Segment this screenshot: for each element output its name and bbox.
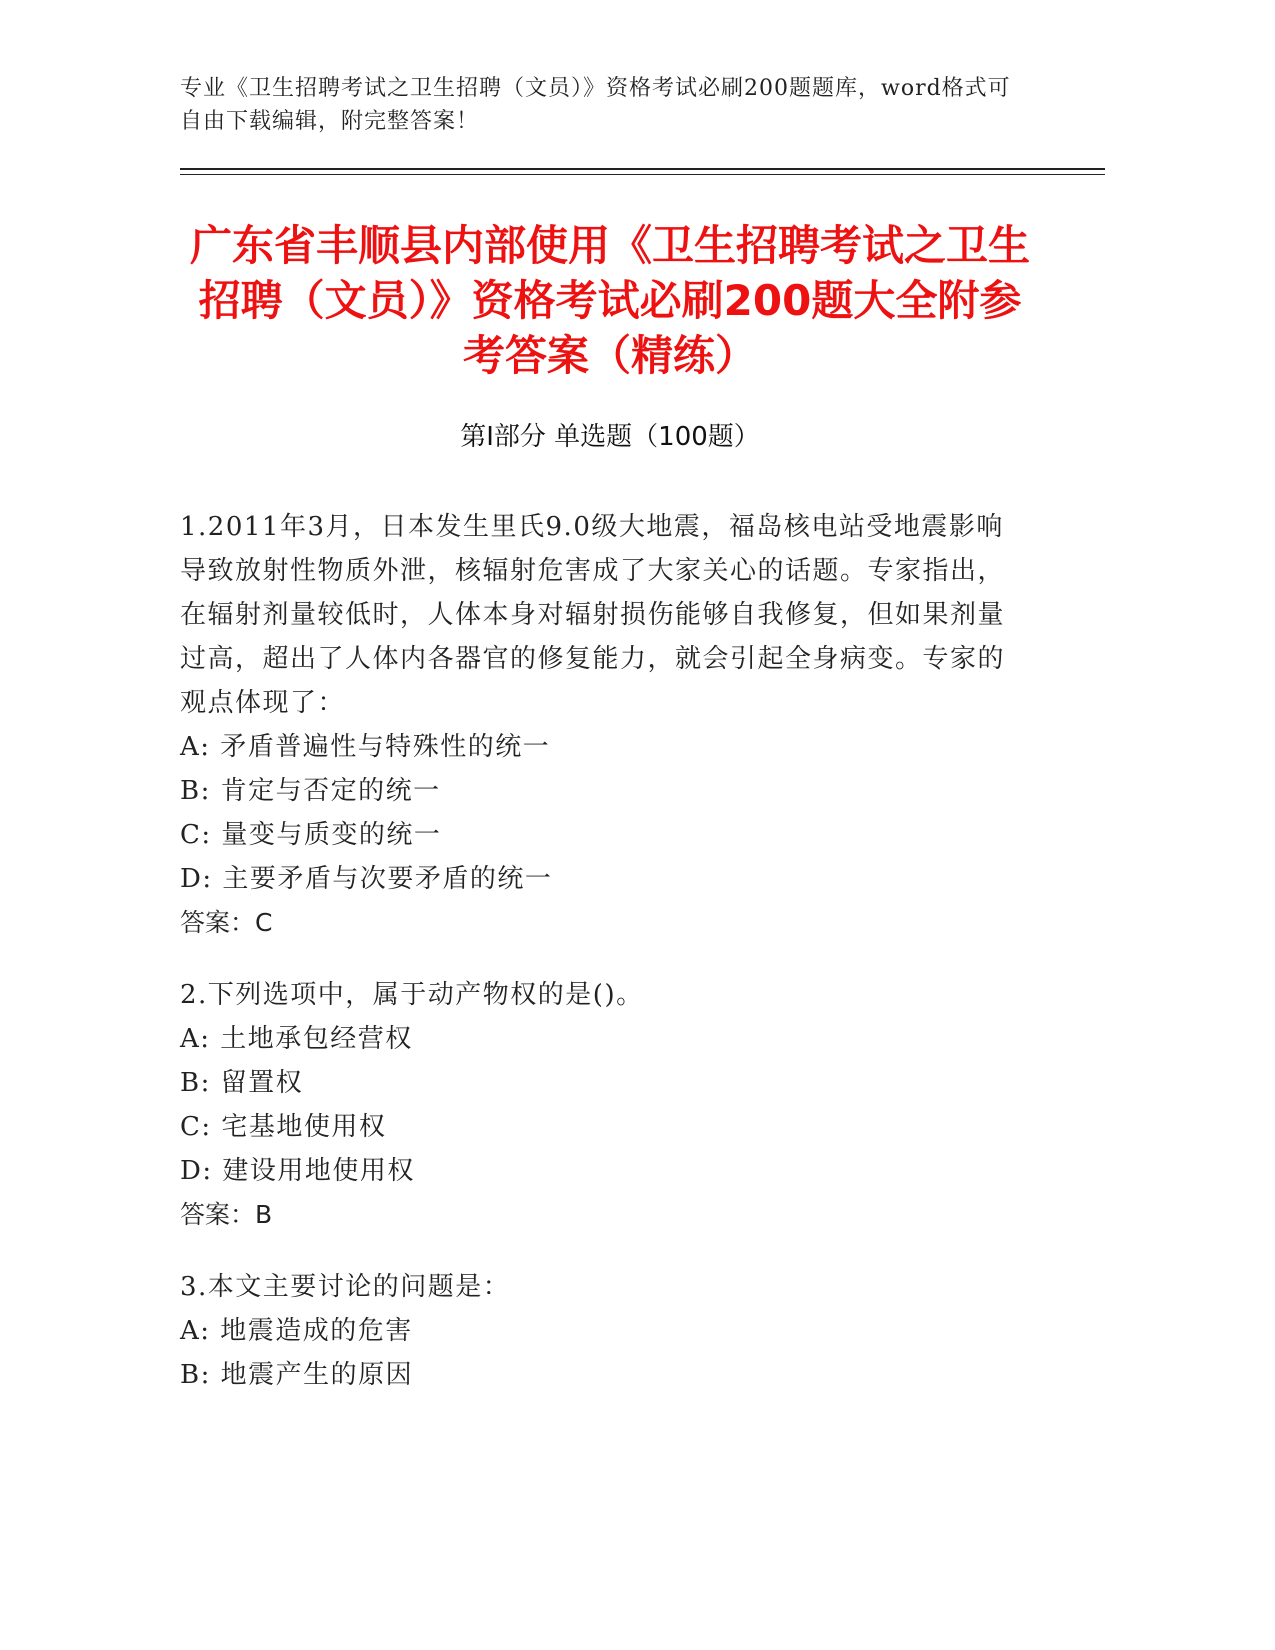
option-b: B: 留置权 (180, 1068, 304, 1098)
question-stem: 3.本文主要讨论的问题是： (180, 1272, 511, 1302)
header-divider-thin (180, 174, 1105, 175)
question-1 (180, 505, 1030, 945)
question-2 (180, 973, 1030, 1237)
option-b: B: 肯定与否定的统一 (180, 776, 441, 806)
option-d: D: 建设用地使用权 (180, 1156, 415, 1186)
option-c: C: 宅基地使用权 (180, 1112, 387, 1142)
answer: 答案：C (180, 908, 273, 937)
document-title: 广东省丰顺县内部使用《卫生招聘考试之卫生招聘（文员）》资格考试必刷200题大全附参考答案（精练） (189, 221, 1030, 380)
question-stem: 1.2011年3月，日本发生里氏9.0级大地震，福岛核电站受地震影响导致放射性物质外泄，核辐射危害成了大家关心的话题。专家指出，在辐射剂量较低时，人体本身对辐射损伤能够自我修复，但如果剂量过高，超出了人体内各器官的修复能力，就会引起全身病变。专家的观点体现了： (180, 512, 1006, 718)
option-a: A: 矛盾普遍性与特殊性的统一 (180, 732, 551, 762)
header-divider-thick (180, 168, 1105, 170)
option-a: A: 土地承包经营权 (180, 1024, 413, 1054)
question-list (180, 505, 1030, 1425)
option-b: B: 地震产生的原因 (180, 1360, 414, 1390)
section-title: 第Ⅰ部分 单选题（100题） (460, 422, 760, 452)
option-d: D: 主要矛盾与次要矛盾的统一 (180, 864, 553, 894)
header-note: 专业《卫生招聘考试之卫生招聘（文员）》资格考试必刷200题题库，word格式可自由下载编辑，附完整答案！ (180, 76, 1011, 134)
question-stem: 2.下列选项中，属于动产物权的是()。 (180, 980, 644, 1010)
answer: 答案：B (180, 1200, 273, 1229)
option-a: A: 地震造成的危害 (180, 1316, 413, 1346)
question-3 (180, 1265, 1030, 1397)
option-c: C: 量变与质变的统一 (180, 820, 442, 850)
